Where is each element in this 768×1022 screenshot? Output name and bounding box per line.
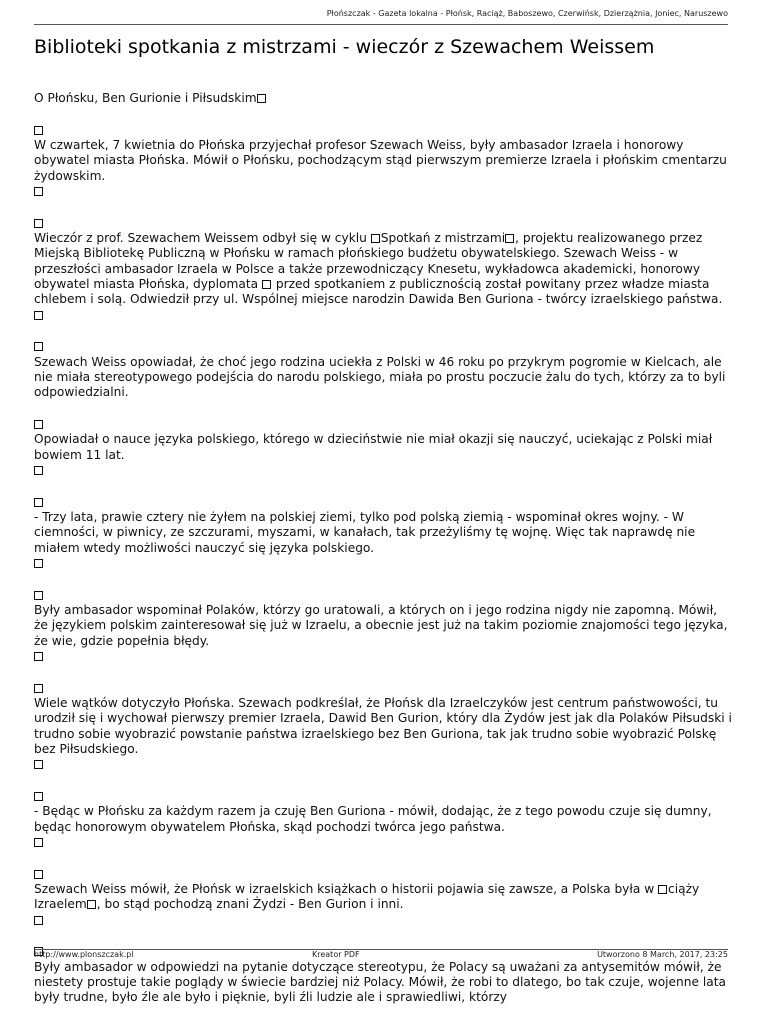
paragraph: Wieczór z prof. Szewachem Weissem odbył się w cyklu Spotkań z mistrzami , projektu realizowanego przez Miejską Bibliotekę Publiczną w Płońsku w ramach płońskiego budżetu obywatelskiego. Szewach Weiss - w przeszłości ambasador Izraela w Polsce a także przewodniczący Knesetu, wykładowca akademicki, honorowy obywatel miasta Płońska, dyplomata przed spotkaniem z publicznością został powitany przez władze miasta chlebem i solą. Odwiedził przy ul. Wspólnej miejsce narodzin Dawida Ben Guriona - twórcy izraelskiego państwa. xyxy=(34,216,734,323)
missing-glyph-box xyxy=(371,234,380,243)
missing-glyph-box xyxy=(505,234,514,243)
footer-created-date: Utworzono 8 March, 2017, 23:25 xyxy=(597,950,728,959)
paragraph: - Będąc w Płońsku za każdym razem ja czuję Ben Guriona - mówił, dodając, że z tego powodu czuje się dumny, będąc honorowym obywatelem Płońska, skąd pochodzi twórca jego państwa. xyxy=(34,789,734,850)
missing-glyph-box xyxy=(34,498,43,507)
missing-glyph-box xyxy=(34,466,43,475)
paragraph: Były ambasador wspominał Polaków, którzy go uratowali, a których on i jego rodzina nigdy nie zapomną. Mówił, że językiem polskim zainteresował się już w Izraelu, a obecnie jest już na takim poziomie znajomości tego języka, że wie, gdzie popełnia błędy. xyxy=(34,588,734,664)
missing-glyph-box xyxy=(34,684,43,693)
paragraph: Szewach Weiss opowiadał, że choć jego rodzina uciekła z Polski w 46 roku po przykrym pogromie w Kielcach, ale nie miała stereotypowego podejścia do narodu polskiego, miała po prostu poczucie żalu do tych, którzy za to byli odpowiedzialni. xyxy=(34,339,734,400)
page-header: Płońszczak - Gazeta lokalna - Płońsk, Raciąż, Baboszewo, Czerwińsk, Dzierzążnia, Joniec, Naruszewo xyxy=(326,9,728,18)
missing-glyph-box xyxy=(34,559,43,568)
missing-glyph-box xyxy=(34,760,43,769)
paragraph: Wiele wątków dotyczyło Płońska. Szewach podkreślał, że Płońsk dla Izraelczyków jest centrum państwowości, tu urodził się i wychował pierwszy premier Izraela, Dawid Ben Gurion, który dla Żydów jest jak dla Polaków Piłsudski i trudno sobie wyobrazić powstanie państwa izraelskiego bez Ben Guriona, tak jak trudno sobie wyobrazić Polskę bez Piłsudskiego. xyxy=(34,681,734,773)
missing-glyph-box xyxy=(257,94,266,103)
missing-glyph-box xyxy=(34,838,43,847)
paragraph: W czwartek, 7 kwietnia do Płońska przyjechał profesor Szewach Weiss, były ambasador Izraela i honorowy obywatel miasta Płońska. Mówił o Płońsku, pochodzącym stąd pierwszym premierze Izraela i płońskim cmentarzu żydowskim. xyxy=(34,123,734,199)
missing-glyph-box xyxy=(34,591,43,600)
missing-glyph-box xyxy=(34,870,43,879)
missing-glyph-box xyxy=(34,420,43,429)
missing-glyph-box xyxy=(87,900,96,909)
paragraph: - Trzy lata, prawie cztery nie żyłem na polskiej ziemi, tylko pod polską ziemią - wspominał okres wojny. - W ciemności, w piwnicy, ze szczurami, myszami, w kanałach, tak przeżyliśmy tę wojnę. Więc tak naprawdę nie miałem wtedy możliwości nauczyć się języka polskiego. xyxy=(34,495,734,571)
missing-glyph-box xyxy=(34,126,43,135)
article-body xyxy=(34,91,734,1022)
article-title: Biblioteki spotkania z mistrzami - wieczór z Szewachem Weissem xyxy=(34,36,655,58)
missing-glyph-box xyxy=(34,916,43,925)
header-divider xyxy=(34,24,728,25)
missing-glyph-box xyxy=(34,792,43,801)
paragraph: Były ambasador w odpowiedzi na pytanie dotyczące stereotypu, że Polacy są uważani za antysemitów mówił, że niestety prostuje takie poglądy w świecie bardziej niż Polacy. Mówił, że robi to dlatego, bo tak czuje, wojenne lata były trudne, było źle ale było i pięknie, byli źli ludzie ale i sprawiedliwi, którzy xyxy=(34,944,734,1005)
footer-creator: Kreator PDF xyxy=(312,950,360,959)
paragraph: Opowiadał o nauce języka polskiego, którego w dzieciństwie nie miał okazji się nauczyć, uciekając z Polski miał bowiem 11 lat. xyxy=(34,417,734,478)
missing-glyph-box xyxy=(34,219,43,228)
missing-glyph-box xyxy=(34,187,43,196)
footer-url-link[interactable]: http://www.plonszczak.pl xyxy=(34,950,134,959)
missing-glyph-box xyxy=(658,885,667,894)
missing-glyph-box xyxy=(34,342,43,351)
missing-glyph-box xyxy=(262,280,271,289)
missing-glyph-box xyxy=(34,652,43,661)
paragraph: Szewach Weiss mówił, że Płońsk w izraelskich książkach o historii pojawia się zawsze, a Polska była w ciąży Izraelem , bo stąd pochodzą znani Żydzi - Ben Gurion i inni. xyxy=(34,867,734,928)
missing-glyph-box xyxy=(34,311,43,320)
paragraph: O Płońsku, Ben Gurionie i Piłsudskim xyxy=(34,91,734,106)
